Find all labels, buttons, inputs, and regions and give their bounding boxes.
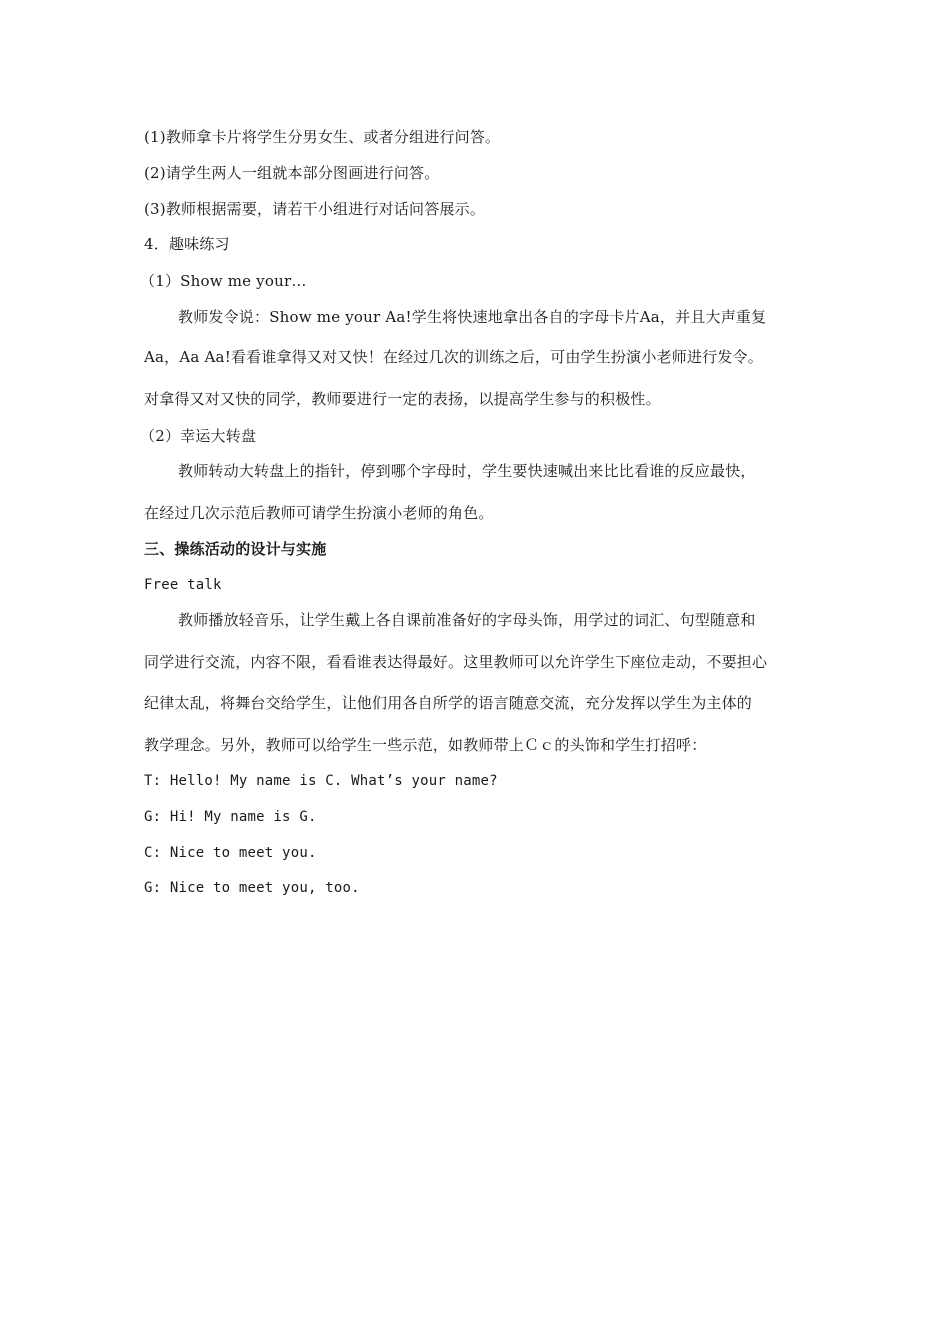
paragraph-line: Aa，Aa Aa!看看谁拿得又对又快！在经过几次的训练之后，可由学生扮演小老师进行发令。 — [144, 348, 763, 366]
dialogue-line: C: Nice to meet you. — [144, 845, 317, 861]
section-heading: 三、操练活动的设计与实施 — [144, 540, 327, 558]
list-item: (2)请学生两人一组就本部分图画进行问答。 — [144, 164, 440, 182]
list-item: (3)教师根据需要，请若干小组进行对话问答展示。 — [144, 200, 486, 218]
paragraph-line: 教师发令说：Show me your Aa!学生将快速地拿出各自的字母卡片Aa，并且大声重复 — [178, 308, 767, 326]
dialogue-line: G: Hi! My name is G. — [144, 809, 317, 825]
subsection-heading: Free talk — [144, 577, 222, 593]
paragraph-line: 教学理念。另外，教师可以给学生一些示范，如教师带上Ｃｃ的头饰和学生打招呼： — [144, 736, 707, 754]
paragraph-line: 纪律太乱，将舞台交给学生，让他们用各自所学的语言随意交流，充分发挥以学生为主体的 — [144, 694, 753, 712]
section-heading: 4．趣味练习 — [144, 235, 230, 253]
dialogue-line: T: Hello! My name is C. What’s your name? — [144, 773, 498, 789]
paragraph-line: 在经过几次示范后教师可请学生扮演小老师的角色。 — [144, 504, 494, 522]
dialogue-line: G: Nice to meet you, too. — [144, 880, 360, 896]
list-item: (1)教师拿卡片将学生分男女生、或者分组进行问答。 — [144, 128, 501, 146]
subsection-heading: （1）Show me your… — [140, 272, 307, 290]
paragraph-line: 对拿得又对又快的同学，教师要进行一定的表扬，以提高学生参与的积极性。 — [144, 390, 661, 408]
subsection-heading: （2）幸运大转盘 — [140, 427, 257, 445]
paragraph-line: 同学进行交流，内容不限，看看谁表达得最好。这里教师可以允许学生下座位走动，不要担心 — [144, 653, 768, 671]
paragraph-line: 教师转动大转盘上的指针，停到哪个字母时，学生要快速喊出来比比看谁的反应最快， — [178, 462, 756, 480]
paragraph-line: 教师播放轻音乐，让学生戴上各自课前准备好的字母头饰，用学过的词汇、句型随意和 — [178, 611, 756, 629]
